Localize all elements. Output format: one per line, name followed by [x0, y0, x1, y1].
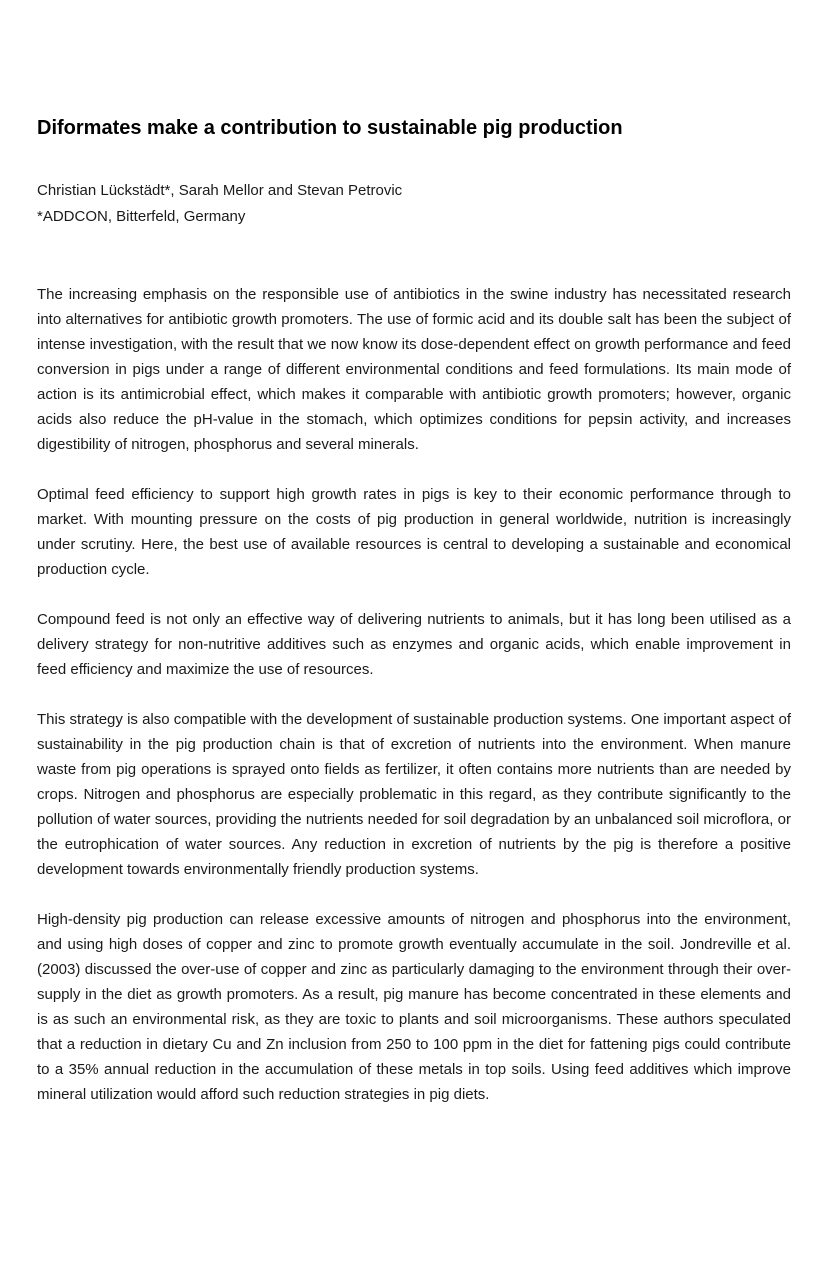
- author-line: Christian Lückstädt*, Sarah Mellor and Stevan Petrovic: [37, 182, 403, 199]
- page-content: [0, 115, 824, 1107]
- affiliation-line: *ADDCON, Bitterfeld, Germany: [37, 208, 246, 225]
- document-page: [0, 115, 824, 1276]
- paragraph-5: High-density pig production can release excessive amounts of nitrogen and phosphorus into the environment, and using high doses of copper and zinc to promote growth eventually accumulate in the soil. Jondreville et al. (2003) discussed the over-use of copper and zinc as particularly damaging to the environment through their over-supply in the diet as growth promoters. As a result, pig manure has become concentrated in these elements and is as such an environmental risk, as they are toxic to plants and soil microorganisms. These authors speculated that a reduction in dietary Cu and Zn inclusion from 250 to 100 ppm in the diet for fattening pigs could contribute to a 35% annual reduction in the accumulation of these metals in top soils. Using feed additives which improve mineral utilization would afford such reduction strategies in pig diets.: [37, 911, 791, 1103]
- paragraph-4: This strategy is also compatible with the development of sustainable production systems. One important aspect of sustainability in the pig production chain is that of excretion of nutrients into the environment. When manure waste from pig operations is sprayed onto fields as fertilizer, it often contains more nutrients than are needed by crops. Nitrogen and phosphorus are especially problematic in this regard, as they contribute significantly to the pollution of water sources, providing the nutrients needed for soil degradation by an unbalanced soil microflora, or the eutrophication of water sources. Any reduction in excretion of nutrients by the pig is therefore a positive development towards environmentally friendly production systems.: [37, 711, 791, 878]
- paragraph-3: Compound feed is not only an effective way of delivering nutrients to animals, but it has long been utilised as a delivery strategy for non-nutritive additives such as enzymes and organic acids, which enable improvement in feed efficiency and maximize the use of resources.: [37, 611, 791, 678]
- page-title: Diformates make a contribution to sustainable pig production: [37, 117, 623, 139]
- paragraph-1: The increasing emphasis on the responsible use of antibiotics in the swine industry has necessitated research into alternatives for antibiotic growth promoters. The use of formic acid and its double salt has been the subject of intense investigation, with the result that we now know its dose-dependent effect on growth performance and feed conversion in pigs under a range of different environmental conditions and feed formulations. Its main mode of action is its antimicrobial effect, which makes it comparable with antibiotic growth promoters; however, organic acids also reduce the pH-value in the stomach, which optimizes conditions for pepsin activity, and increases digestibility of nitrogen, phosphorus and several minerals.: [37, 286, 791, 453]
- paragraph-2: Optimal feed efficiency to support high growth rates in pigs is key to their economic performance through to market. With mounting pressure on the costs of pig production in general worldwide, nutrition is increasingly under scrutiny. Here, the best use of available resources is central to developing a sustainable and economical production cycle.: [37, 486, 791, 578]
- author-block: [37, 178, 791, 230]
- article-body: [37, 282, 791, 1107]
